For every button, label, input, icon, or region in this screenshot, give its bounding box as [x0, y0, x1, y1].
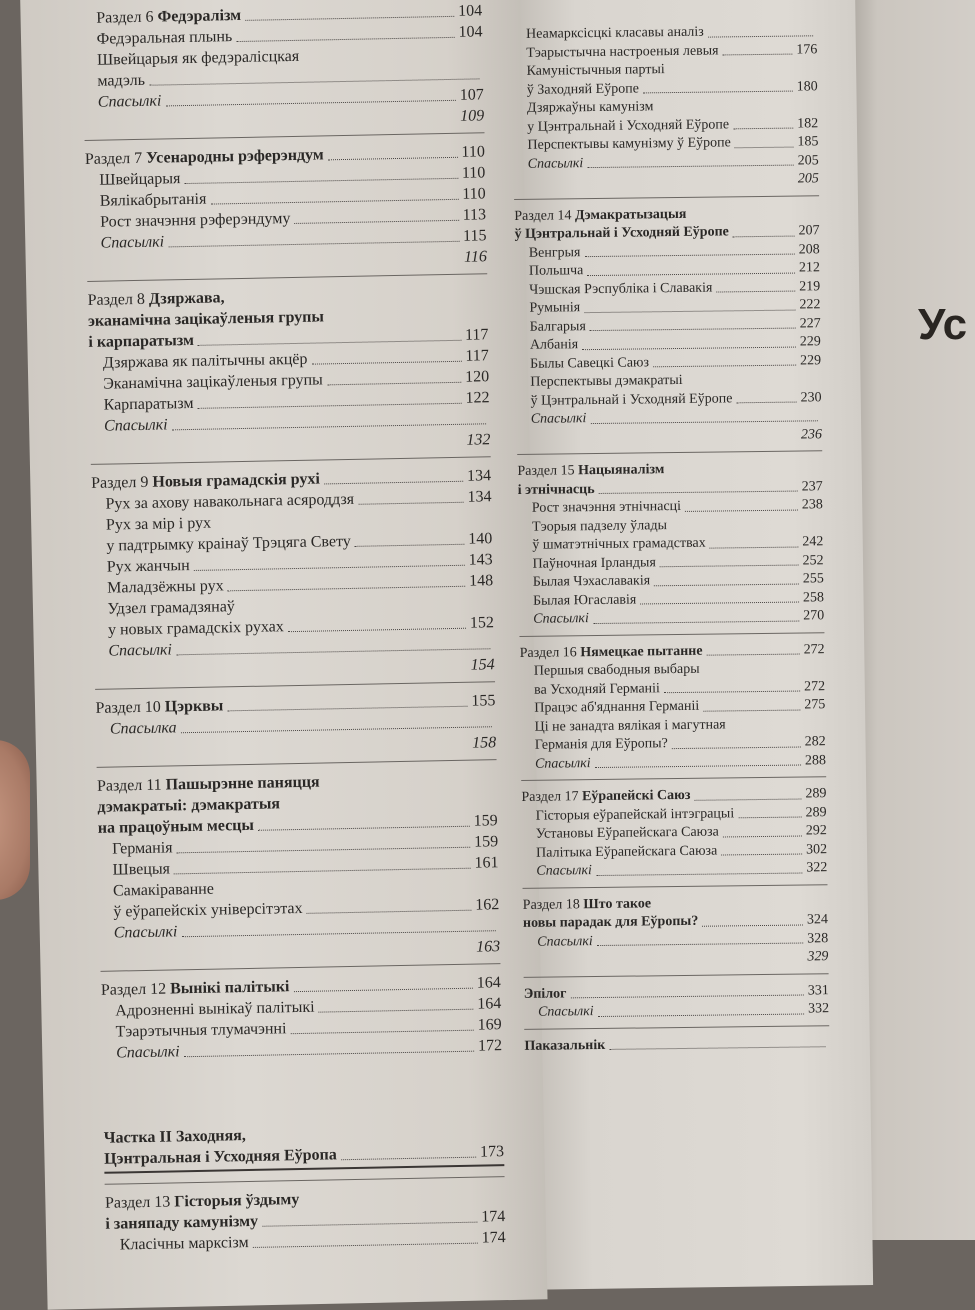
- section-label: Раздел 11: [96, 776, 166, 795]
- section-title: Гісторыя ўздыму: [174, 1191, 300, 1211]
- section-label: Раздел 9: [91, 473, 153, 492]
- page-number: 288: [804, 752, 827, 768]
- page-number: 282: [804, 734, 826, 750]
- toc-entry: [524, 1025, 829, 1056]
- section-title: Што такое: [583, 895, 652, 912]
- references-label: Спасылкі: [536, 863, 592, 879]
- toc-entry: [519, 632, 824, 663]
- toc-entry: [523, 884, 829, 934]
- section-label: Раздел 18: [522, 896, 584, 913]
- entry-title: у новых грамадскіх рухах: [107, 618, 284, 639]
- entry-title: Маладзёжны рух: [107, 577, 224, 597]
- page-number: 332: [807, 1001, 830, 1017]
- page-number: 116: [463, 248, 488, 266]
- page-number: 120: [465, 368, 490, 386]
- page-number: 154: [470, 656, 495, 674]
- toc-line: [519, 607, 824, 629]
- page-number: 180: [796, 78, 818, 95]
- page-number: 134: [467, 488, 492, 506]
- page-number: 148: [468, 572, 494, 590]
- page-number: 302: [805, 841, 828, 857]
- page-number: 115: [462, 227, 487, 245]
- entry-title: Швейцарыя як федэралісцкая: [96, 47, 300, 69]
- entry-title: Установы Еўрапейскага Саюза: [535, 824, 719, 842]
- toc-entry: [524, 1000, 829, 1022]
- section-label: Раздел 10: [95, 698, 165, 717]
- page-number: 237: [801, 478, 823, 494]
- toc-entry: [105, 1176, 506, 1235]
- page-number: 229: [799, 334, 821, 350]
- entry-title: Рост значэння рэферэндуму: [99, 210, 291, 231]
- section-title: новы парадак для Еўропы?: [522, 913, 699, 931]
- toc-entry: [513, 96, 818, 137]
- references-label: Спасылкі: [100, 233, 165, 252]
- page-number: 161: [474, 854, 499, 872]
- page-number: 242: [802, 534, 824, 550]
- toc-entry: [520, 715, 825, 756]
- entry-title: Адрозненні вынікаў палітыкі: [115, 998, 315, 1020]
- entry-title: Румынія: [529, 300, 581, 316]
- entry-title: Тэарэтычныя тлумачэнні: [115, 1020, 287, 1041]
- entry-title: Працэс аб'яднання Германіі: [534, 698, 700, 716]
- entry-title: Першыя свабодныя выбары: [533, 661, 700, 679]
- page-number: 155: [471, 692, 496, 710]
- entry-title: Карпаратызм: [103, 394, 194, 414]
- references-label: Спасылкі: [108, 641, 173, 660]
- page-number: 109: [460, 107, 485, 125]
- section-title: Цэрквы: [164, 697, 224, 716]
- toc-line: [521, 752, 826, 774]
- part-line2: Цэнтральная і Усходняя Еўропа: [103, 1146, 337, 1168]
- section-label: Раздел 13: [104, 1193, 175, 1212]
- toc-entry: [87, 273, 488, 353]
- page-number: 110: [462, 185, 486, 203]
- page-number: 222: [799, 297, 821, 313]
- toc-entry: [522, 859, 827, 881]
- toc-entry: [518, 515, 823, 556]
- page-number: 238: [801, 497, 823, 513]
- page-number: 107: [459, 86, 484, 104]
- page-number: 227: [799, 315, 821, 332]
- page-number: 258: [802, 589, 825, 605]
- toc-entry: [517, 426, 822, 448]
- page-number: 122: [465, 389, 490, 407]
- entry-title: Дзяржава як палітычны акцёр: [102, 350, 308, 372]
- entry-title: ў еўрапейскіх універсітэтах: [113, 899, 303, 921]
- section-title: Еўрапейскі Саюз: [581, 787, 691, 805]
- page-number: 255: [802, 571, 824, 587]
- entry-title: Палітыка Еўрапейскага Саюза: [536, 843, 718, 861]
- section-title: і карпаратызм: [88, 331, 195, 351]
- page-number: 110: [461, 164, 486, 182]
- references-label: Спасылкі: [115, 1043, 180, 1062]
- toc-entry: [521, 752, 826, 774]
- toc-entry: [519, 607, 824, 629]
- page-number: 159: [473, 833, 499, 851]
- entry-title: Польшча: [528, 263, 584, 279]
- entry-title: Перспектывы дэмакратыі: [530, 372, 683, 390]
- page-number: 205: [797, 171, 819, 187]
- entry-title: Эканамічна зацікаўленыя групы: [103, 371, 324, 393]
- entry-title: Паўночная Ірландыя: [532, 554, 656, 572]
- toc-left-column: [82, 0, 506, 1256]
- entry-title: Самакіраванне: [112, 880, 215, 900]
- page-number: 252: [802, 552, 824, 568]
- entry-title: ў Цэнтральнай і Усходняй Еўропе: [530, 390, 733, 409]
- toc-entry: [514, 195, 820, 245]
- entry-title: Швейцарыя: [99, 170, 181, 189]
- entry-title: Ці не занадта вялікая і магутная: [534, 716, 726, 735]
- page-number: 289: [805, 804, 827, 820]
- page-number: 104: [458, 23, 483, 41]
- page-number: 230: [800, 389, 822, 406]
- page-number: 176: [796, 41, 818, 58]
- references-label: Спасылкі: [533, 611, 589, 627]
- entry-title: ў шматэтнічных грамадствах: [532, 535, 706, 553]
- entry-title: Германія для Еўропы?: [534, 736, 668, 753]
- section-title: Федэралізм: [157, 6, 242, 26]
- section-label: Раздел 7: [84, 149, 147, 168]
- references-label: Спасылкі: [103, 416, 168, 435]
- toc-line: [522, 859, 827, 881]
- entry-title: ва Усходняй Германіі: [534, 680, 660, 698]
- references-label: Спасылка: [109, 719, 177, 738]
- section-title: Пашырэнне паняцця: [165, 773, 320, 794]
- page-number: 185: [797, 134, 819, 150]
- section-title: Дзяржава,: [148, 289, 225, 308]
- entry-title: Федэральная плынь: [96, 28, 233, 48]
- page-number: 272: [803, 678, 826, 694]
- entry-title: Камуністычныя партыі: [526, 62, 665, 79]
- next-page-title: Ус: [918, 300, 968, 349]
- page-number: 219: [799, 278, 821, 295]
- entry-title: Швецыя: [112, 860, 171, 879]
- references-label: Спасылкі: [537, 933, 593, 950]
- page-number: 134: [466, 467, 492, 485]
- page-number: 164: [476, 974, 501, 992]
- entry-title: Былы Савецкі Саюз: [530, 354, 650, 372]
- entry-title: Рух за мір і рух: [105, 514, 212, 534]
- page-number: 270: [803, 608, 825, 624]
- page-number: 117: [464, 326, 489, 344]
- entry-title: Балгарыя: [529, 318, 586, 335]
- entry-title: Удзел грамадзянаў: [107, 598, 236, 618]
- page-number: 229: [800, 352, 822, 369]
- toc-entry: [517, 450, 823, 500]
- page-number: 328: [807, 930, 829, 946]
- section-title: Паказальнік: [524, 1037, 606, 1054]
- references-label: Спасылкі: [97, 92, 162, 111]
- entry-title: Албанія: [529, 337, 579, 353]
- references-label: Спасылкі: [537, 1004, 594, 1020]
- toc-entry: [521, 776, 826, 807]
- page-number: 132: [466, 431, 491, 449]
- page-number: 207: [798, 223, 820, 239]
- entry-title: Тэорыя падзелу ўлады: [532, 517, 668, 535]
- section-title: Нацыяналізм: [577, 462, 665, 479]
- page-number: 143: [468, 551, 493, 569]
- entry-title: у Цэнтральнай і Усходняй Еўропе: [527, 116, 730, 135]
- toc-entry: [514, 170, 819, 192]
- page-number: 117: [465, 347, 489, 365]
- page-number: 322: [806, 860, 828, 876]
- entry-title: Рух жанчын: [106, 557, 190, 576]
- page-number: 329: [807, 949, 829, 965]
- entry-title: Рух за ахову навакольнага асяроддзя: [105, 490, 355, 513]
- section-label: Раздел 17: [521, 789, 583, 805]
- page-number: 158: [472, 734, 497, 752]
- toc-right-column: [512, 22, 830, 1056]
- entry-title: Тэарыстычна настроеныя левыя: [526, 42, 719, 61]
- references-label: Спасылкі: [530, 411, 587, 427]
- section-title: і этнічнасць: [517, 481, 595, 498]
- part-heading: [104, 1120, 505, 1174]
- entry-title: Вялікабрытанія: [99, 190, 207, 210]
- section-label: Раздел 16: [519, 644, 581, 661]
- page-number: 182: [797, 115, 819, 132]
- section-title: Эпілог: [523, 985, 567, 1002]
- references-label: Спасылкі: [527, 155, 584, 172]
- page-number: 236: [800, 426, 823, 442]
- page-number: 110: [461, 143, 486, 161]
- page-number: 162: [475, 896, 500, 914]
- toc-entry: [520, 659, 825, 700]
- toc-entry: [524, 973, 829, 1004]
- page-number: 163: [475, 938, 501, 956]
- section-title: Новыя грамадскія рухі: [152, 470, 320, 491]
- entry-title: Германія: [112, 839, 173, 858]
- entry-title: Класічны марксізм: [119, 1234, 249, 1254]
- page-number: 152: [469, 614, 495, 632]
- page-number: 208: [798, 241, 820, 258]
- page-number: 275: [804, 697, 826, 713]
- entry-title: мадэль: [97, 71, 146, 90]
- part-page: 173: [479, 1143, 505, 1161]
- finger: [0, 740, 30, 900]
- page-number: 159: [473, 812, 498, 830]
- page-number: 164: [477, 995, 502, 1013]
- section-title: Нямецкае пытанне: [580, 643, 703, 660]
- references-label: Спасылкі: [534, 755, 591, 772]
- references-label: Спасылкі: [113, 923, 178, 942]
- page-number: 174: [481, 1229, 506, 1247]
- section-title: Усенародны рэферэндум: [146, 146, 324, 167]
- section-title: Дэмакратызацыя: [574, 206, 687, 223]
- page-number: 169: [477, 1016, 502, 1034]
- entry-title: Былая Югаславія: [532, 592, 637, 609]
- section-title: Вынікі палітыкі: [169, 978, 290, 998]
- section-label: Раздел 12: [100, 980, 171, 999]
- entry-title: ў Заходняй Еўропе: [526, 80, 639, 98]
- section-title: ў Цэнтральнай і Усходняй Еўропе: [514, 224, 729, 242]
- entry-title: у падтрымку краінаў Трэцяга Свету: [106, 532, 351, 555]
- page-number: 140: [468, 530, 493, 548]
- toc-entry: [516, 370, 821, 411]
- toc-entry: [97, 759, 498, 839]
- part-line1: Частка II Заходняя,: [103, 1127, 247, 1147]
- toc-line: [524, 1000, 829, 1022]
- section-label: Раздел 6: [96, 8, 158, 27]
- entry-title: Неамарксісцкі класавы аналіз: [526, 24, 704, 42]
- entry-title: Дзяржаўны камунізм: [526, 99, 654, 116]
- page-number: 212: [798, 260, 821, 276]
- section-label: Раздел 14: [514, 207, 576, 224]
- section-title: на працоўным месцы: [97, 816, 255, 837]
- page-number: 324: [806, 912, 829, 928]
- section-label: Раздел 15: [517, 463, 579, 479]
- page-number: 272: [803, 641, 825, 657]
- section-title: дэмакратыі: дэмакратыя: [97, 795, 281, 816]
- toc-line: [524, 1034, 829, 1056]
- entry-title: Былая Чэхаславакія: [532, 573, 651, 590]
- section-title: і заняпаду камунізму: [105, 1212, 259, 1233]
- page-number: 104: [458, 2, 483, 20]
- page-number: 172: [477, 1037, 503, 1055]
- entry-title: Рост значэння этнічнасці: [531, 498, 682, 516]
- section-title: эканамічна зацікаўленыя групы: [87, 308, 325, 330]
- toc-entry: [512, 59, 817, 100]
- page-number: 292: [805, 823, 827, 839]
- section-label: Раздел 8: [87, 290, 150, 309]
- entry-title: Венгрыя: [528, 244, 581, 261]
- entry-title: Чэшская Рэспубліка і Славакія: [529, 280, 713, 298]
- page-number: 331: [807, 982, 829, 998]
- page-number: 205: [797, 152, 819, 169]
- entry-title: Гісторыя еўрапейскай інтэграцыі: [535, 805, 735, 824]
- toc-entry: [523, 948, 828, 970]
- entry-title: Перспектывы камунізму ў Еўропе: [527, 135, 731, 153]
- page-number: 289: [805, 786, 827, 802]
- page-number: 174: [481, 1208, 506, 1226]
- page-number: 113: [462, 206, 487, 224]
